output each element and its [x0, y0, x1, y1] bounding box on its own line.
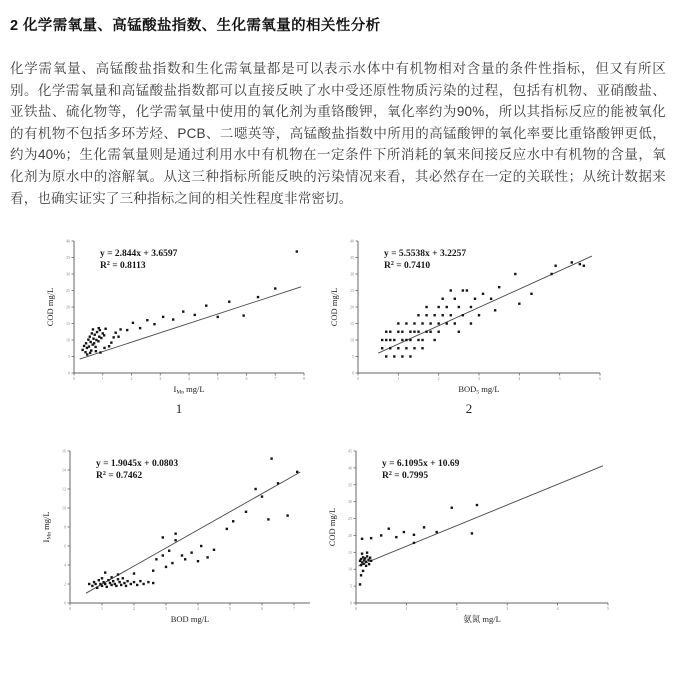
- data-point: [133, 581, 135, 583]
- data-point: [84, 351, 86, 353]
- data-point: [413, 331, 415, 333]
- data-point: [395, 536, 397, 538]
- data-point: [104, 328, 106, 330]
- y-tick-label: 20: [350, 304, 354, 310]
- data-point: [162, 316, 164, 318]
- x-tick-label: 1: [405, 606, 408, 612]
- y-tick-label: 10: [348, 566, 352, 572]
- data-point: [389, 339, 391, 341]
- data-point: [388, 528, 390, 530]
- equation-label: y = 5.5538x + 3.2257: [384, 249, 467, 260]
- data-point: [361, 538, 363, 540]
- data-point: [413, 347, 415, 349]
- data-point: [125, 585, 127, 587]
- data-point: [112, 336, 114, 338]
- data-point: [417, 331, 419, 333]
- data-point: [435, 531, 437, 533]
- data-point: [217, 316, 219, 318]
- y-tick-label: 40: [350, 238, 354, 244]
- data-point: [380, 534, 382, 536]
- data-point: [112, 580, 114, 582]
- data-point: [296, 471, 298, 473]
- data-point: [476, 504, 478, 506]
- y-tick-label: 40: [66, 238, 70, 244]
- equation-label: y = 2.844x + 3.6597: [100, 249, 178, 260]
- data-point: [123, 582, 125, 584]
- data-point: [181, 554, 183, 556]
- data-point: [88, 346, 90, 348]
- equation-label: y = 6.1095x + 10.69: [382, 459, 460, 470]
- x-tick-label: 2: [133, 606, 135, 612]
- data-point: [107, 579, 109, 581]
- scatter-chart-cod-vs-bod5: [328, 233, 610, 404]
- figure-caption-1: 1: [175, 401, 183, 417]
- data-point: [261, 496, 263, 498]
- data-point: [446, 306, 448, 308]
- data-point: [98, 327, 100, 329]
- data-point: [462, 314, 464, 316]
- data-point: [104, 572, 106, 574]
- data-point: [274, 287, 276, 289]
- data-point: [442, 298, 444, 300]
- data-point: [200, 545, 202, 547]
- data-point: [366, 555, 368, 557]
- data-point: [471, 532, 473, 534]
- data-point: [110, 584, 112, 586]
- data-point: [494, 309, 496, 311]
- data-point: [401, 339, 403, 341]
- data-point: [174, 539, 176, 541]
- x-tick-label: 4: [518, 376, 521, 382]
- x-tick-label: 1: [101, 376, 104, 382]
- data-point: [139, 327, 141, 329]
- data-point: [98, 579, 100, 581]
- figure-caption-2: 2: [465, 401, 473, 417]
- data-point: [277, 482, 279, 484]
- data-point: [550, 273, 552, 275]
- data-point: [87, 339, 89, 341]
- data-point: [119, 328, 121, 330]
- data-point: [120, 584, 122, 586]
- y-tick-label: 25: [66, 288, 70, 294]
- x-tick-label: 5: [229, 606, 231, 612]
- data-point: [385, 355, 387, 357]
- y-tick-label: 25: [348, 516, 352, 522]
- data-point: [385, 331, 387, 333]
- y-tick-label: 25: [350, 288, 354, 294]
- data-point: [117, 578, 119, 580]
- data-point: [365, 565, 367, 567]
- data-point: [106, 586, 108, 588]
- y-tick-label: 0: [352, 370, 354, 376]
- data-point: [118, 581, 120, 583]
- data-point: [370, 560, 372, 562]
- x-tick-label: 5: [216, 376, 219, 382]
- data-point: [498, 286, 500, 288]
- x-tick-label: 6: [245, 376, 248, 382]
- y-axis-label: COD mg/L: [327, 507, 337, 547]
- data-point: [205, 305, 207, 307]
- data-point: [530, 293, 532, 295]
- data-point: [450, 314, 452, 316]
- data-point: [450, 289, 452, 291]
- data-point: [389, 347, 391, 349]
- data-point: [409, 339, 411, 341]
- y-tick-label: 5: [68, 354, 70, 360]
- data-point: [393, 339, 395, 341]
- x-tick-label: 3: [506, 606, 509, 612]
- y-tick-label: 30: [350, 271, 354, 277]
- x-tick-label: 7: [274, 376, 277, 382]
- data-point: [397, 331, 399, 333]
- data-point: [89, 352, 91, 354]
- data-point: [403, 531, 405, 533]
- data-point: [182, 311, 184, 313]
- y-tick-label: 45: [348, 448, 352, 454]
- x-tick-label: 4: [556, 606, 559, 612]
- data-point: [369, 557, 371, 559]
- scatter-chart-cod-vs-imn: [44, 233, 314, 404]
- data-point: [389, 331, 391, 333]
- data-point: [110, 576, 112, 578]
- data-point: [99, 351, 101, 353]
- data-point: [165, 566, 167, 568]
- data-point: [429, 322, 431, 324]
- data-point: [171, 562, 173, 564]
- scatter-plot-cod-vs-nh3n: [326, 443, 618, 629]
- data-point: [458, 331, 460, 333]
- data-point: [458, 306, 460, 308]
- data-point: [514, 273, 516, 275]
- data-point: [360, 564, 362, 566]
- data-point: [417, 339, 419, 341]
- data-point: [478, 314, 480, 316]
- x-tick-label: 4: [197, 606, 199, 612]
- data-point: [267, 518, 269, 520]
- x-tick-label: 2: [130, 376, 133, 382]
- data-point: [360, 574, 362, 576]
- data-point: [381, 339, 383, 341]
- data-point: [92, 328, 94, 330]
- data-point: [226, 528, 228, 530]
- data-point: [442, 314, 444, 316]
- data-point: [108, 345, 110, 347]
- y-tick-label: 15: [66, 321, 70, 327]
- x-tick-label: 6: [599, 376, 601, 382]
- data-point: [370, 537, 372, 539]
- y-tick-label: 30: [66, 271, 70, 277]
- y-tick-label: 40: [348, 465, 352, 471]
- scatter-chart-imn-vs-bod: [40, 443, 320, 634]
- x-axis-label: BOD mg/L: [170, 614, 210, 625]
- data-point: [518, 303, 520, 305]
- data-point: [409, 355, 411, 357]
- x-tick-label: 5: [607, 606, 609, 612]
- data-point: [417, 314, 419, 316]
- data-point: [474, 298, 476, 300]
- y-axis-label: COD mg/L: [329, 287, 339, 327]
- x-axis-label: IMn mg/L: [173, 384, 205, 396]
- data-point: [97, 340, 99, 342]
- y-tick-label: 15: [348, 549, 352, 555]
- x-tick-label: 2: [437, 376, 440, 382]
- y-tick-label: 30: [348, 499, 352, 505]
- data-point: [172, 318, 174, 320]
- data-point: [95, 350, 97, 352]
- data-point: [470, 322, 472, 324]
- data-point: [103, 347, 105, 349]
- data-point: [139, 580, 141, 582]
- data-point: [91, 332, 93, 334]
- data-point: [359, 583, 361, 585]
- data-point: [89, 341, 91, 343]
- x-axis-label: 氨氮 mg/L: [463, 614, 501, 625]
- data-point: [270, 458, 272, 460]
- data-point: [433, 339, 435, 341]
- y-tick-label: 4: [64, 562, 66, 568]
- data-point: [385, 339, 387, 341]
- data-point: [451, 507, 453, 509]
- data-point: [482, 293, 484, 295]
- y-axis-label: COD mg/L: [45, 287, 55, 327]
- data-point: [366, 552, 368, 554]
- data-point: [96, 331, 98, 333]
- data-point: [421, 339, 423, 341]
- x-tick-label: 3: [165, 606, 167, 612]
- data-point: [153, 323, 155, 325]
- y-tick-label: 20: [348, 533, 352, 539]
- x-tick-label: 2: [455, 606, 458, 612]
- data-point: [136, 584, 138, 586]
- y-tick-label: 35: [350, 255, 354, 261]
- data-point: [425, 331, 427, 333]
- data-point: [466, 289, 468, 291]
- data-point: [206, 556, 208, 558]
- data-point: [381, 347, 383, 349]
- data-point: [433, 314, 435, 316]
- data-point: [101, 577, 103, 579]
- scatter-plot-cod-vs-bod5: [328, 233, 610, 399]
- data-point: [85, 342, 87, 344]
- data-point: [132, 322, 134, 324]
- data-point: [362, 570, 364, 572]
- x-tick-label: 5: [558, 376, 561, 382]
- data-point: [401, 355, 403, 357]
- data-point: [462, 289, 464, 291]
- data-point: [126, 580, 128, 582]
- data-point: [397, 347, 399, 349]
- y-axis-label: IMn mg/L: [41, 511, 53, 543]
- data-point: [184, 558, 186, 560]
- x-tick-label: 4: [188, 376, 190, 382]
- data-point: [152, 582, 154, 584]
- data-point: [91, 585, 93, 587]
- data-point: [454, 298, 456, 300]
- data-point: [190, 552, 192, 554]
- x-tick-label: 1: [101, 606, 103, 612]
- x-tick-label: 8: [303, 376, 305, 382]
- data-point: [93, 342, 95, 344]
- data-point: [83, 345, 85, 347]
- data-point: [168, 550, 170, 552]
- y-tick-label: 15: [350, 321, 354, 327]
- data-point: [245, 511, 247, 513]
- x-axis-label: BOD5 mg/L: [458, 384, 500, 396]
- data-point: [421, 322, 423, 324]
- data-point: [110, 342, 112, 344]
- data-point: [409, 331, 411, 333]
- data-point: [254, 488, 256, 490]
- data-point: [242, 315, 244, 317]
- y-tick-label: 16: [62, 448, 66, 454]
- data-point: [114, 332, 116, 334]
- data-point: [437, 322, 439, 324]
- x-tick-label: 0: [73, 376, 75, 382]
- data-point: [155, 558, 157, 560]
- data-point: [88, 583, 90, 585]
- data-point: [554, 265, 556, 267]
- data-point: [362, 563, 364, 565]
- y-tick-label: 35: [66, 255, 70, 261]
- data-point: [368, 563, 370, 565]
- data-point: [90, 350, 92, 352]
- y-tick-label: 5: [350, 583, 352, 589]
- data-point: [393, 355, 395, 357]
- y-tick-label: 5: [352, 354, 354, 360]
- x-tick-label: 7: [293, 606, 295, 612]
- data-point: [103, 334, 105, 336]
- data-point: [162, 554, 164, 556]
- data-point: [152, 570, 154, 572]
- data-point: [401, 331, 403, 333]
- data-point: [89, 336, 91, 338]
- data-point: [100, 337, 102, 339]
- data-point: [429, 331, 431, 333]
- data-point: [421, 347, 423, 349]
- x-tick-label: 0: [357, 376, 359, 382]
- data-point: [405, 339, 407, 341]
- y-tick-label: 2: [64, 581, 66, 587]
- r-squared-label: $R^2 = 0.7462$: [96, 471, 143, 482]
- data-point: [571, 261, 573, 263]
- data-point: [122, 577, 124, 579]
- trend-line: [80, 287, 301, 359]
- data-point: [147, 581, 149, 583]
- data-point: [213, 549, 215, 551]
- data-point: [413, 542, 415, 544]
- data-point: [96, 587, 98, 589]
- data-point: [425, 314, 427, 316]
- data-point: [425, 306, 427, 308]
- data-point: [133, 573, 135, 575]
- data-point: [94, 583, 96, 585]
- data-point: [232, 520, 234, 522]
- data-point: [228, 301, 230, 303]
- r-squared-label: $R^2 = 0.8113$: [100, 261, 146, 272]
- data-point: [286, 515, 288, 517]
- data-point: [86, 353, 88, 355]
- data-point: [296, 251, 298, 253]
- data-point: [104, 583, 106, 585]
- data-point: [94, 346, 96, 348]
- x-tick-label: 0: [69, 606, 71, 612]
- data-point: [413, 322, 415, 324]
- data-point: [437, 306, 439, 308]
- data-point: [117, 336, 119, 338]
- equation-label: y = 1.9045x + 0.0803: [96, 459, 179, 470]
- data-point: [361, 553, 363, 555]
- figure-grid: [10, 221, 680, 645]
- data-point: [115, 585, 117, 587]
- y-tick-label: 20: [66, 304, 70, 310]
- r-squared-label: $R^2 = 0.7995$: [382, 471, 429, 482]
- r-squared-label: $R^2 = 0.7410$: [384, 261, 431, 272]
- x-tick-label: 3: [159, 376, 162, 382]
- data-point: [423, 526, 425, 528]
- data-point: [583, 265, 585, 267]
- data-point: [142, 583, 144, 585]
- y-tick-label: 10: [66, 337, 70, 343]
- scatter-chart-cod-vs-nh3n: [326, 443, 618, 634]
- data-point: [117, 573, 119, 575]
- y-tick-label: 0: [350, 600, 352, 606]
- y-tick-label: 8: [64, 524, 66, 530]
- data-point: [437, 331, 439, 333]
- page-title: 2 化学需氧量、高锰酸盐指数、生化需氧量的相关性分析: [10, 18, 381, 34]
- x-tick-label: 1: [397, 376, 400, 382]
- x-tick-label: 0: [355, 606, 357, 612]
- x-tick-label: 6: [261, 606, 263, 612]
- data-point: [126, 329, 128, 331]
- data-point: [197, 560, 199, 562]
- data-point: [257, 296, 259, 298]
- data-point: [397, 322, 399, 324]
- y-tick-label: 10: [350, 337, 354, 343]
- y-tick-label: 10: [62, 505, 66, 511]
- y-tick-label: 0: [68, 370, 70, 376]
- y-tick-label: 6: [64, 543, 66, 549]
- data-point: [405, 347, 407, 349]
- data-point: [130, 583, 132, 585]
- data-point: [446, 322, 448, 324]
- data-point: [174, 533, 176, 535]
- y-tick-label: 12: [62, 486, 66, 492]
- x-tick-label: 3: [478, 376, 480, 382]
- data-point: [92, 338, 94, 340]
- data-point: [579, 263, 581, 265]
- data-point: [194, 314, 196, 316]
- data-point: [146, 319, 148, 321]
- scatter-plot-imn-vs-bod: [40, 443, 320, 629]
- scatter-plot-cod-vs-imn: [44, 233, 314, 399]
- data-point: [365, 561, 367, 563]
- data-point: [94, 334, 96, 336]
- body-paragraph: 化学需氧量、高锰酸盐指数和生化需氧量都是可以表示水体中有机物相对含量的条件性指标，但又有所区别。化学需氧量和高锰酸盐指数都可以直接反映了水中受还原性物质污染的过程，包括有机物、亚硝酸盐、亚铁盐、硫化物等，化学需氧量中使用的氧化剂为重铬酸钾，氧化率约为90%，所以其指标反应的能被氧化的有机物不包括多环芳烃、PCB、二噁英等，高锰酸盐指数中所用的高锰酸钾的氧化率要比重铬酸钾更低，约为40%；生化需氧量则是通过利用水中有机物在一定条件下所消耗的氧来间接反应水中有机物的含量，氧化剂为原水中的溶解氧。从这三种指标所能反映的污染情况来看，其必然存在一定的关联性；从统计数据来看，也确实证实了三种指标之间的相关性程度非常密切。: [10, 61, 666, 206]
- data-point: [490, 298, 492, 300]
- data-point: [413, 534, 415, 536]
- data-point: [101, 585, 103, 587]
- y-tick-label: 0: [64, 600, 66, 606]
- data-point: [470, 306, 472, 308]
- data-point: [81, 349, 83, 351]
- data-point: [405, 322, 407, 324]
- data-point: [162, 536, 164, 538]
- data-point: [454, 322, 456, 324]
- y-tick-label: 14: [62, 467, 66, 473]
- y-tick-label: 35: [348, 482, 352, 488]
